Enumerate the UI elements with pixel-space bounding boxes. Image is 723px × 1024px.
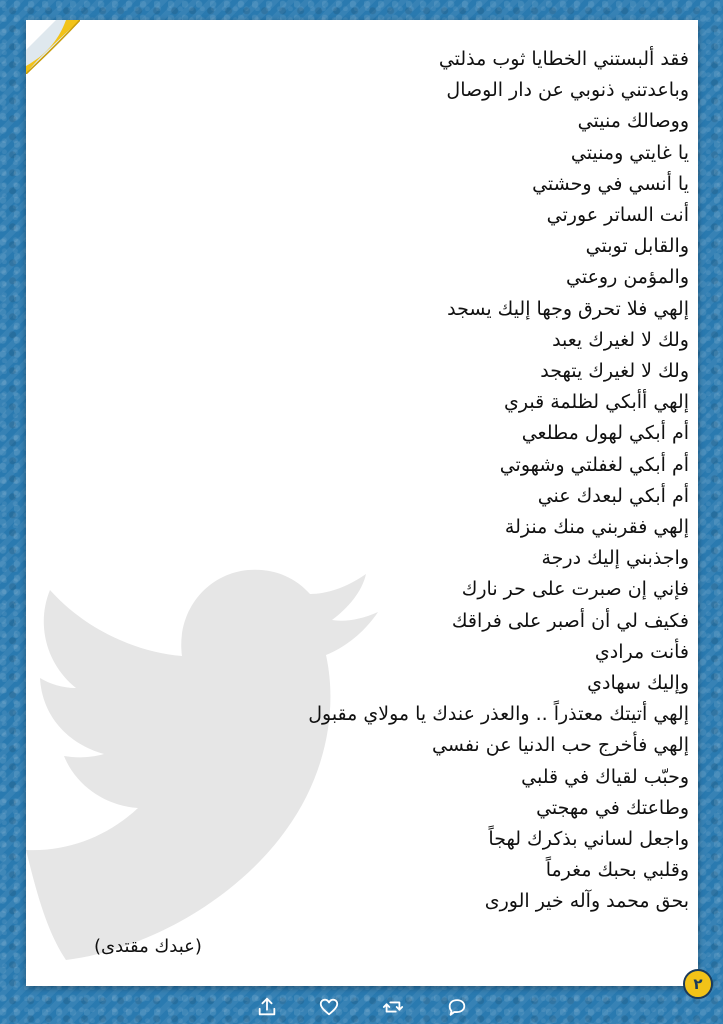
poem-line: إلهي فقربني منك منزلة [504,516,689,539]
page-number-badge: ٢ [683,969,713,999]
reply-icon[interactable] [446,996,468,1018]
poem-line: فكيف لي أن أصبر على فراقك [451,609,689,632]
share-icon[interactable] [256,996,278,1018]
like-icon[interactable] [318,996,340,1018]
poem-line: أم أبكي لهول مطلعي [521,422,689,445]
poem-line: وقلبي بحبك مغرماً [545,859,689,882]
poem-line: واجذبني إليك درجة [541,547,689,570]
poem-line: واجعل لساني بذكرك لهجاً [488,828,689,851]
poem-line: فأنت مرادي [594,640,689,663]
poem-line: إلهي أتيتك معتذراً .. والعذر عندك يا مولاي مقبول [308,703,689,726]
poem-line: أنت الساتر عورتي [546,204,689,227]
poem-line: ولك لا لغيرك يعبد [552,328,689,351]
poem-line: إلهي فأخرج حب الدنيا عن نفسي [432,734,689,757]
poem-line: يا أنسي في وحشتي [532,172,689,195]
poem-line: والقابل توبتي [585,235,689,258]
poem-line: والمؤمن روعتي [566,266,689,289]
poem-line: إلهي أأبكي لظلمة قبري [504,391,689,414]
poem-line: بحق محمد وآله خير الورى [484,890,689,913]
poem-text [129,44,689,918]
poem-line: فإني إن صبرت على حر نارك [461,578,689,601]
poem-line: وطاعتك في مهجتي [536,796,689,819]
poem-line: يا غايتي ومنيتي [570,141,689,164]
poem-line: فقد ألبستني الخطايا ثوب مذلتي [438,48,689,70]
poem-line: أم أبكي لبعدك عني [537,484,689,507]
poem-line: وباعدتني ذنوبي عن دار الوصال [446,79,689,102]
poem-line: وإليك سهادي [587,672,689,695]
tweet-action-bar [0,990,723,1024]
retweet-icon[interactable] [382,996,404,1018]
poem-line: ولك لا لغيرك يتهجد [540,360,689,383]
poem-line: ووصالك منيتي [577,110,689,133]
poem-line: أم أبكي لغفلتي وشهوتي [499,453,689,476]
poem-line: إلهي فلا تحرق وجها إليك يسجد [447,297,689,320]
poem-line: وحبّب لقياك في قلبي [521,765,689,788]
signature: (عبدك مقتدى) [94,936,202,957]
page-fold-corner [26,20,80,74]
